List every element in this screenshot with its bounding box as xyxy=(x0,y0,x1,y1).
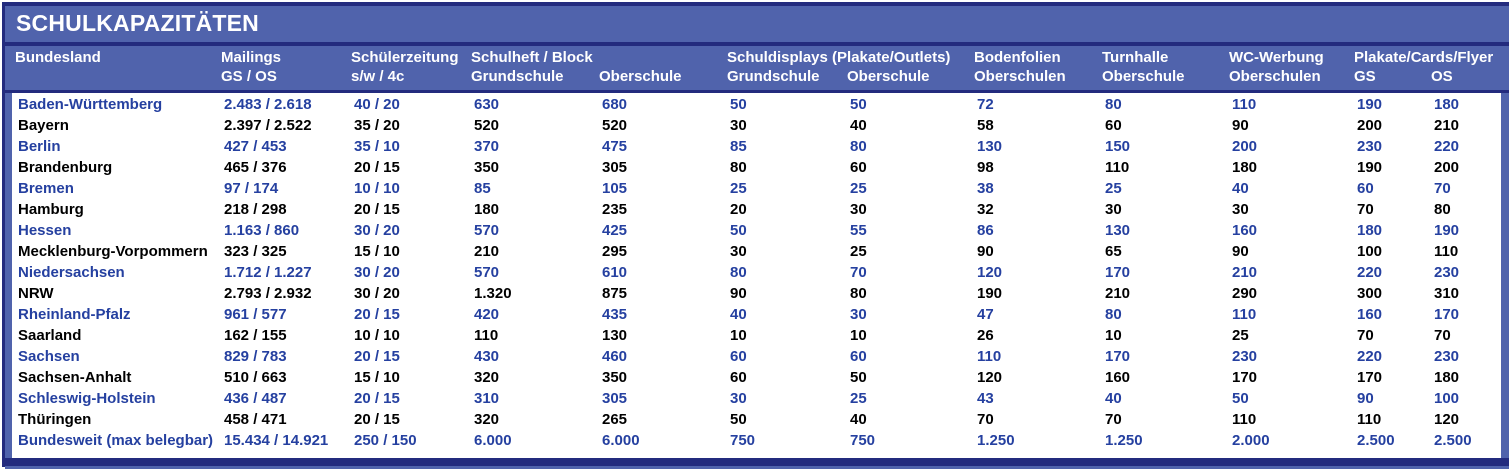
cell: 30 / 20 xyxy=(354,285,400,302)
cell: 90 xyxy=(1232,243,1249,260)
cell: 97 / 174 xyxy=(224,180,279,197)
cell: 85 xyxy=(474,180,491,197)
cell: 190 xyxy=(1357,96,1383,113)
cell: 510 / 663 xyxy=(224,369,287,386)
column-subheader-schuldisplays-grundschule: Grundschule xyxy=(727,68,820,85)
cell: 200 xyxy=(1357,117,1383,134)
cell: 120 xyxy=(977,369,1003,386)
cell: 430 xyxy=(474,348,500,365)
cell: 829 / 783 xyxy=(224,348,287,365)
cell: 10 xyxy=(850,327,867,344)
cell: 230 xyxy=(1434,264,1460,281)
cell: 120 xyxy=(1434,411,1460,428)
cell: 20 / 15 xyxy=(354,159,400,176)
row-label: Sachsen-Anhalt xyxy=(18,369,132,386)
row-label: Sachsen xyxy=(18,348,80,365)
cell: 425 xyxy=(602,222,628,239)
cell: 170 xyxy=(1105,264,1131,281)
cell: 110 xyxy=(1232,306,1257,323)
cell: 65 xyxy=(1105,243,1122,260)
cell: 875 xyxy=(602,285,628,302)
cell: 15.434 / 14.921 xyxy=(224,432,329,449)
cell: 50 xyxy=(730,411,747,428)
row-label: Niedersachsen xyxy=(18,264,125,281)
cell: 120 xyxy=(977,264,1003,281)
table-row xyxy=(12,367,1501,388)
cell: 310 xyxy=(1434,285,1460,302)
cell: 86 xyxy=(977,222,994,239)
cell: 25 xyxy=(1232,327,1249,344)
table-body xyxy=(5,93,1509,451)
cell: 210 xyxy=(474,243,500,260)
cell: 20 / 15 xyxy=(354,390,400,407)
cell: 30 / 20 xyxy=(354,264,400,281)
cell: 110 xyxy=(1357,411,1382,428)
table-row xyxy=(12,283,1501,304)
cell: 295 xyxy=(602,243,628,260)
cell: 350 xyxy=(602,369,628,386)
cell: 160 xyxy=(1105,369,1131,386)
cell: 300 xyxy=(1357,285,1383,302)
cell: 100 xyxy=(1357,243,1383,260)
cell: 436 / 487 xyxy=(224,390,287,407)
cell: 50 xyxy=(850,96,867,113)
cell: 160 xyxy=(1357,306,1383,323)
cell: 190 xyxy=(977,285,1003,302)
cell: 80 xyxy=(850,138,867,155)
cell: 200 xyxy=(1232,138,1258,155)
cell: 220 xyxy=(1434,138,1460,155)
cell: 32 xyxy=(977,201,994,218)
cell: 70 xyxy=(1434,180,1451,197)
column-header-mailings: Mailings xyxy=(221,49,282,66)
cell: 85 xyxy=(730,138,747,155)
row-label: NRW xyxy=(18,285,54,302)
cell: 170 xyxy=(1357,369,1383,386)
cell: 475 xyxy=(602,138,628,155)
table-row xyxy=(12,346,1501,367)
cell: 70 xyxy=(1357,327,1374,344)
cell: 1.163 / 860 xyxy=(224,222,300,239)
cell: 680 xyxy=(602,96,628,113)
cell: 220 xyxy=(1357,264,1383,281)
cell: 130 xyxy=(602,327,628,344)
column-subheader-turnhalle: Oberschule xyxy=(1102,68,1185,85)
table-header xyxy=(5,46,1509,90)
cell: 458 / 471 xyxy=(224,411,287,428)
cell: 50 xyxy=(730,96,747,113)
column-subheader-wc-werbung: Oberschulen xyxy=(1229,68,1321,85)
cell: 90 xyxy=(977,243,994,260)
cell: 38 xyxy=(977,180,994,197)
cell: 35 / 10 xyxy=(354,138,400,155)
cell: 40 xyxy=(1105,390,1122,407)
cell: 570 xyxy=(474,264,500,281)
header-row-2 xyxy=(9,67,1501,86)
column-subheader-schulheft-grundschule: Grundschule xyxy=(471,68,564,85)
cell: 465 / 376 xyxy=(224,159,287,176)
cell: 2.500 xyxy=(1357,432,1395,449)
cell: 25 xyxy=(850,243,867,260)
cell: 70 xyxy=(1105,411,1122,428)
column-subheader-schuelerzeitung: s/w / 4c xyxy=(351,68,405,85)
cell: 6.000 xyxy=(602,432,640,449)
cell: 230 xyxy=(1232,348,1258,365)
cell: 162 / 155 xyxy=(224,327,287,344)
cell: 750 xyxy=(850,432,876,449)
cell: 20 / 15 xyxy=(354,306,400,323)
cell: 630 xyxy=(474,96,500,113)
column-header-bundesland: Bundesland xyxy=(15,49,101,66)
cell: 30 xyxy=(850,201,867,218)
cell: 6.000 xyxy=(474,432,512,449)
cell: 110 xyxy=(1232,96,1257,113)
cell: 105 xyxy=(602,180,628,197)
cell: 20 / 15 xyxy=(354,348,400,365)
cell: 47 xyxy=(977,306,994,323)
cell: 170 xyxy=(1434,306,1460,323)
cell: 180 xyxy=(474,201,500,218)
cell: 60 xyxy=(1357,180,1374,197)
row-label: Bundesweit (max belegbar) xyxy=(18,432,214,449)
cell: 110 xyxy=(977,348,1002,365)
cell: 210 xyxy=(1105,285,1131,302)
page-title: SCHULKAPAZITÄTEN xyxy=(5,6,1509,42)
cell: 2.793 / 2.932 xyxy=(224,285,312,302)
cell: 10 xyxy=(1105,327,1122,344)
table-row xyxy=(12,241,1501,262)
cell: 1.320 xyxy=(474,285,512,302)
cell: 80 xyxy=(730,159,747,176)
column-group-schulheft-block: Schulheft / Block xyxy=(471,49,593,66)
cell: 30 xyxy=(730,243,747,260)
cell: 2.500 xyxy=(1434,432,1472,449)
cell: 370 xyxy=(474,138,500,155)
column-header-bodenfolien: Bodenfolien xyxy=(974,49,1061,66)
cell: 20 / 15 xyxy=(354,201,400,218)
cell: 80 xyxy=(1105,96,1122,113)
row-label: Saarland xyxy=(18,327,82,344)
cell: 100 xyxy=(1434,390,1460,407)
cell: 750 xyxy=(730,432,756,449)
row-label: Hessen xyxy=(18,222,72,239)
row-label: Bayern xyxy=(18,117,69,134)
cell: 50 xyxy=(730,222,747,239)
cell: 520 xyxy=(474,117,500,134)
cell: 310 xyxy=(474,390,500,407)
column-group-plakate-cards-flyer: Plakate/Cards/Flyer xyxy=(1354,49,1494,66)
table-row xyxy=(12,157,1501,178)
table-row xyxy=(12,409,1501,430)
table-row xyxy=(12,94,1501,115)
cell: 15 / 10 xyxy=(354,243,400,260)
cell: 80 xyxy=(850,285,867,302)
cell: 230 xyxy=(1434,348,1460,365)
cell: 427 / 453 xyxy=(224,138,287,155)
cell: 210 xyxy=(1434,117,1460,134)
table-row xyxy=(12,220,1501,241)
cell: 26 xyxy=(977,327,994,344)
row-label: Thüringen xyxy=(18,411,92,428)
cell: 180 xyxy=(1434,96,1460,113)
row-label: Brandenburg xyxy=(18,159,113,176)
cell: 25 xyxy=(730,180,747,197)
cell: 420 xyxy=(474,306,500,323)
cell: 20 / 15 xyxy=(354,411,400,428)
cell: 10 xyxy=(730,327,747,344)
cell: 50 xyxy=(1232,390,1249,407)
cell: 30 xyxy=(1105,201,1122,218)
cell: 435 xyxy=(602,306,628,323)
cell: 43 xyxy=(977,390,994,407)
cell: 150 xyxy=(1105,138,1131,155)
row-label: Schleswig-Holstein xyxy=(18,390,156,407)
column-subheader-bodenfolien: Oberschulen xyxy=(974,68,1066,85)
cell: 320 xyxy=(474,369,500,386)
cell: 60 xyxy=(1105,117,1122,134)
cell: 460 xyxy=(602,348,628,365)
column-header-wc-werbung: WC-Werbung xyxy=(1229,49,1324,66)
cell: 60 xyxy=(730,369,747,386)
cell: 2.397 / 2.522 xyxy=(224,117,312,134)
cell: 25 xyxy=(850,180,867,197)
cell: 320 xyxy=(474,411,500,428)
cell: 1.712 / 1.227 xyxy=(224,264,312,281)
cell: 230 xyxy=(1357,138,1383,155)
cell: 290 xyxy=(1232,285,1258,302)
cell: 961 / 577 xyxy=(224,306,287,323)
cell: 1.250 xyxy=(1105,432,1143,449)
cell: 10 / 10 xyxy=(354,327,400,344)
cell: 2.483 / 2.618 xyxy=(224,96,312,113)
cell: 60 xyxy=(850,159,867,176)
cell: 190 xyxy=(1357,159,1383,176)
cell: 170 xyxy=(1105,348,1131,365)
cell: 570 xyxy=(474,222,500,239)
cell: 350 xyxy=(474,159,500,176)
cell: 305 xyxy=(602,390,628,407)
cell: 235 xyxy=(602,201,628,218)
cell: 323 / 325 xyxy=(224,243,287,260)
column-header-turnhalle: Turnhalle xyxy=(1102,49,1169,66)
cell: 20 xyxy=(730,201,747,218)
column-subheader-mailings: GS / OS xyxy=(221,68,277,85)
cell: 80 xyxy=(1434,201,1451,218)
cell: 180 xyxy=(1434,369,1460,386)
cell: 170 xyxy=(1232,369,1258,386)
cell: 10 / 10 xyxy=(354,180,400,197)
cell: 40 xyxy=(850,117,867,134)
table-row xyxy=(12,136,1501,157)
cell: 210 xyxy=(1232,264,1258,281)
column-header-schuelerzeitung: Schülerzeitung xyxy=(351,49,459,66)
table-row xyxy=(12,178,1501,199)
cell: 72 xyxy=(977,96,994,113)
cell: 50 xyxy=(850,369,867,386)
cell: 30 xyxy=(1232,201,1249,218)
cell: 90 xyxy=(1232,117,1249,134)
row-label: Rheinland-Pfalz xyxy=(18,306,131,323)
cell: 35 / 20 xyxy=(354,117,400,134)
cell: 30 xyxy=(730,117,747,134)
column-subheader-plakate-gs: GS xyxy=(1354,68,1376,85)
cell: 60 xyxy=(850,348,867,365)
cell: 90 xyxy=(730,285,747,302)
header-row-1 xyxy=(9,48,1501,67)
cell: 218 / 298 xyxy=(224,201,287,218)
cell: 180 xyxy=(1232,159,1258,176)
cell: 1.250 xyxy=(977,432,1015,449)
column-group-schuldisplays: Schuldisplays (Plakate/Outlets) xyxy=(727,49,951,66)
table-row xyxy=(12,262,1501,283)
column-subheader-plakate-os: OS xyxy=(1431,68,1453,85)
cell: 200 xyxy=(1434,159,1460,176)
cell: 130 xyxy=(977,138,1003,155)
cell: 40 xyxy=(850,411,867,428)
column-subheader-schuldisplays-oberschule: Oberschule xyxy=(847,68,930,85)
cell: 160 xyxy=(1232,222,1258,239)
cell: 40 xyxy=(730,306,747,323)
cell: 70 xyxy=(850,264,867,281)
cell: 190 xyxy=(1434,222,1460,239)
row-label: Hamburg xyxy=(18,201,84,218)
cell: 15 / 10 xyxy=(354,369,400,386)
cell: 80 xyxy=(1105,306,1122,323)
cell: 250 / 150 xyxy=(354,432,417,449)
table-row xyxy=(12,115,1501,136)
cell: 40 xyxy=(1232,180,1249,197)
cell: 30 xyxy=(850,306,867,323)
cell: 520 xyxy=(602,117,628,134)
cell: 110 xyxy=(474,327,499,344)
cell: 30 / 20 xyxy=(354,222,400,239)
cell: 110 xyxy=(1232,411,1257,428)
cell: 70 xyxy=(1357,201,1374,218)
cell: 60 xyxy=(730,348,747,365)
row-label: Baden-Württemberg xyxy=(18,96,163,113)
table-row xyxy=(12,304,1501,325)
cell: 25 xyxy=(1105,180,1122,197)
table-bottom-border xyxy=(5,458,1509,466)
cell: 70 xyxy=(1434,327,1451,344)
table-bottom-gap xyxy=(5,451,1509,458)
cell: 58 xyxy=(977,117,994,134)
capacity-table xyxy=(2,2,1509,467)
cell: 265 xyxy=(602,411,628,428)
cell: 30 xyxy=(730,390,747,407)
table-row xyxy=(12,430,1501,451)
cell: 80 xyxy=(730,264,747,281)
row-label: Berlin xyxy=(18,138,61,155)
cell: 610 xyxy=(602,264,628,281)
row-label: Bremen xyxy=(18,180,74,197)
table-row xyxy=(12,388,1501,409)
cell: 90 xyxy=(1357,390,1374,407)
table-row xyxy=(12,199,1501,220)
cell: 55 xyxy=(850,222,867,239)
column-subheader-schulheft-oberschule: Oberschule xyxy=(599,68,682,85)
cell: 180 xyxy=(1357,222,1383,239)
cell: 98 xyxy=(977,159,994,176)
cell: 40 / 20 xyxy=(354,96,400,113)
cell: 70 xyxy=(977,411,994,428)
row-label: Mecklenburg-Vorpommern xyxy=(18,243,208,260)
cell: 25 xyxy=(850,390,867,407)
cell: 2.000 xyxy=(1232,432,1270,449)
cell: 305 xyxy=(602,159,628,176)
cell: 130 xyxy=(1105,222,1131,239)
table-row xyxy=(12,325,1501,346)
column-subheader-empty xyxy=(9,67,215,86)
cell: 110 xyxy=(1105,159,1130,176)
cell: 110 xyxy=(1434,243,1459,260)
cell: 220 xyxy=(1357,348,1383,365)
